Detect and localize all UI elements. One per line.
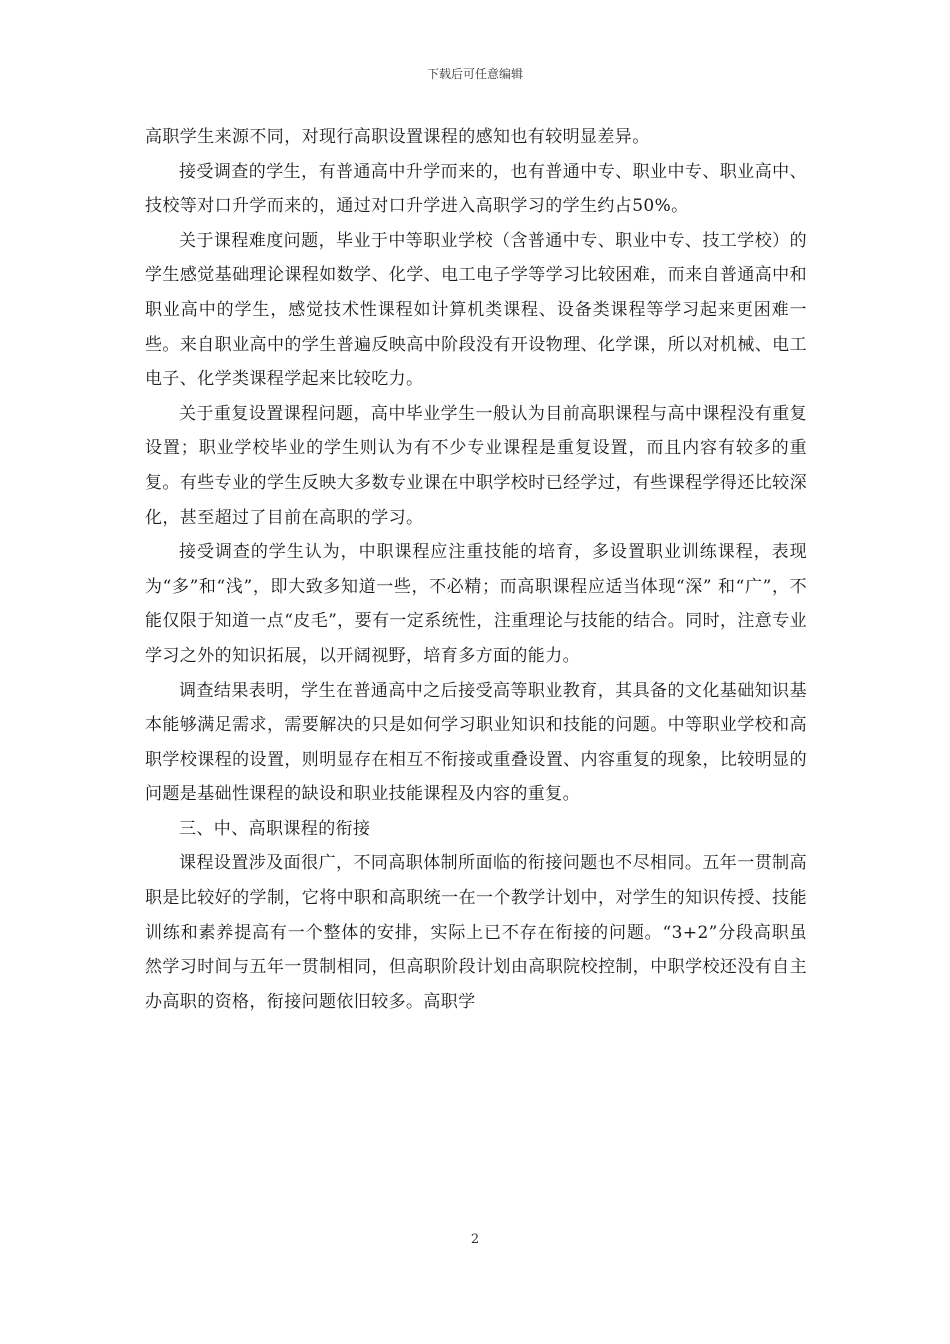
paragraph-2: 接受调查的学生，有普通高中升学而来的，也有普通中专、职业中专、职业高中、技校等对口升学而来的，通过对口升学进入高职学习的学生约占50%。	[145, 161, 807, 217]
document-body	[145, 120, 807, 1019]
paragraph-3: 关于课程难度问题，毕业于中等职业学校（含普通中专、职业中专、技工学校）的学生感觉基础理论课程如数学、化学、电工电子学等学习比较困难，而来自普通高中和职业高中的学生，感觉技术性课程如计算机类课程、设备类课程等学习起来更困难一些。来自职业高中的学生普遍反映高中阶段没有开设物理、化学课，所以对机械、电工电子、化学类课程学起来比较吃力。	[145, 230, 807, 390]
paragraph-6: 调查结果表明，学生在普通高中之后接受高等职业教育，其具备的文化基础知识基本能够满足需求，需要解决的只是如何学习职业知识和技能的问题。中等职业学校和高职学校课程的设置，则明显存在相互不衔接或重叠设置、内容重复的现象，比较明显的问题是基础性课程的缺设和职业技能课程及内容的重复。	[145, 680, 807, 805]
paragraph-5: 接受调查的学生认为，中职课程应注重技能的培育，多设置职业训练课程，表现为“多”和“浅”，即大致多知道一些，不必精；而高职课程应适当体现“深” 和“广”，不能仅限于知道一点“皮毛”，要有一定系统性，注重理论与技能的结合。同时，注意专业学习之外的知识拓展，以开阔视野，培育多方面的能力。	[145, 542, 807, 666]
paragraph-1: 高职学生来源不同，对现行高职设置课程的感知也有较明显差异。	[145, 127, 650, 147]
paragraph-7: 课程设置涉及面很广，不同高职体制所面临的衔接问题也不尽相同。五年一贯制高职是比较好的学制，它将中职和高职统一在一个教学计划中，对学生的知识传授、技能训练和素养提高有一个整体的安排，实际上已不存在衔接的问题。“3+2”分段高职虽然学习时间与五年一贯制相同，但高职阶段计划由高职院校控制，中职学校还没有自主办高职的资格，衔接问题依旧较多。高职学	[145, 853, 807, 1012]
page-header: 下载后可任意编辑	[426, 67, 523, 81]
page-number: 2	[470, 1232, 480, 1247]
section-heading: 三、中、高职课程的衔接	[179, 818, 371, 839]
paragraph-4: 关于重复设置课程问题，高中毕业学生一般认为目前高职课程与高中课程没有重复设置；职业学校毕业的学生则认为有不少专业课程是重复设置，而且内容有较多的重复。有些专业的学生反映大多数专业课在中职学校时已经学过，有些课程学得还比较深化，甚至超过了目前在高职的学习。	[145, 403, 807, 528]
